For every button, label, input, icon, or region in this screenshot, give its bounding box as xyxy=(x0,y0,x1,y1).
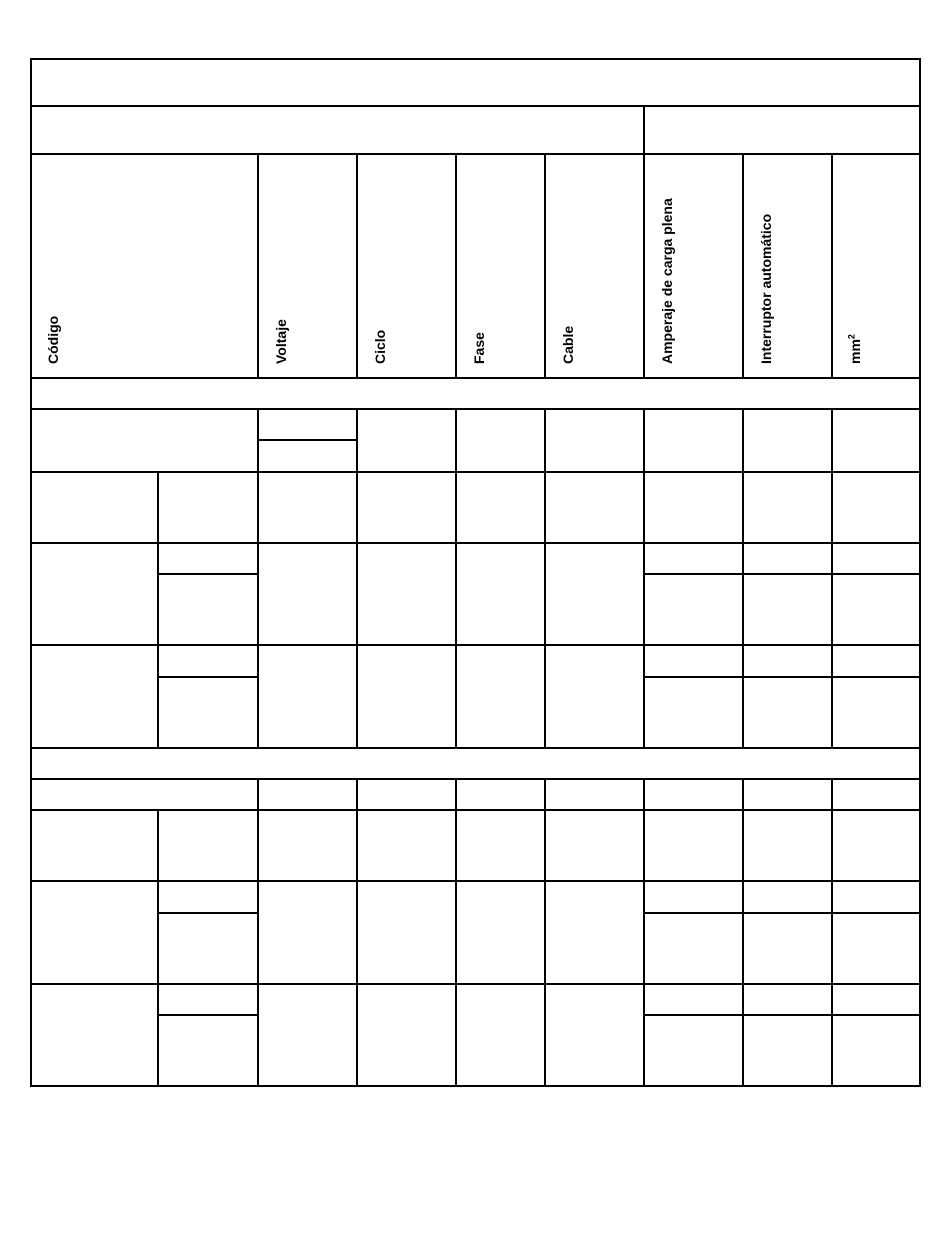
table-row-divider xyxy=(158,573,258,575)
table-column-divider xyxy=(742,409,744,748)
table-row-divider xyxy=(30,747,921,749)
table-column-divider xyxy=(455,409,457,748)
table-row-divider xyxy=(30,153,921,155)
table-column-divider xyxy=(544,154,546,378)
table-column-divider xyxy=(831,154,833,378)
table-row-divider xyxy=(30,542,921,544)
table-column-divider xyxy=(643,106,645,154)
table-row-divider xyxy=(30,880,921,882)
header-interruptor: Interruptor automático xyxy=(758,213,774,364)
table-column-divider xyxy=(742,154,744,378)
header-amperaje: Amperaje de carga plena xyxy=(659,198,675,364)
table-column-divider xyxy=(643,779,645,1087)
table-column-divider xyxy=(643,409,645,748)
header-mm2-base: mm xyxy=(847,339,863,364)
table-row-divider xyxy=(30,644,921,646)
table-row-divider xyxy=(644,676,921,678)
table-column-divider xyxy=(544,409,546,748)
table-column-divider xyxy=(257,779,259,1087)
table-row-divider xyxy=(30,377,921,379)
table-column-divider xyxy=(643,154,645,378)
table-row-divider xyxy=(30,778,921,780)
table-row-divider xyxy=(644,912,921,914)
table-column-divider xyxy=(157,810,159,1087)
table-row-divider xyxy=(158,912,258,914)
table-row-divider xyxy=(158,1014,258,1016)
header-cable: Cable xyxy=(560,325,576,364)
header-codigo: Código xyxy=(45,315,61,364)
table-row-divider xyxy=(158,676,258,678)
table-row-divider xyxy=(30,408,921,410)
table-column-divider xyxy=(742,779,744,1087)
table-column-divider xyxy=(356,779,358,1087)
table-column-divider xyxy=(257,409,259,748)
table-row-divider xyxy=(258,439,357,441)
table-row-divider xyxy=(30,105,921,107)
table-row-divider xyxy=(30,809,921,811)
table-column-divider xyxy=(455,154,457,378)
header-ciclo: Ciclo xyxy=(372,329,388,364)
table-column-divider xyxy=(157,472,159,748)
table-row-divider xyxy=(30,471,921,473)
table-column-divider xyxy=(257,154,259,378)
table-column-divider xyxy=(831,779,833,1087)
table-column-divider xyxy=(831,409,833,748)
table-column-divider xyxy=(356,154,358,378)
table-column-divider xyxy=(356,409,358,748)
table-column-divider xyxy=(544,779,546,1087)
table-row-divider xyxy=(644,1014,921,1016)
header-mm2 xyxy=(847,334,863,364)
table-row-divider xyxy=(30,983,921,985)
table-row-divider xyxy=(644,573,921,575)
table-column-divider xyxy=(455,779,457,1087)
header-fase: Fase xyxy=(471,332,487,364)
header-voltaje: Voltaje xyxy=(273,319,289,364)
header-mm2-sup: 2 xyxy=(846,334,857,340)
